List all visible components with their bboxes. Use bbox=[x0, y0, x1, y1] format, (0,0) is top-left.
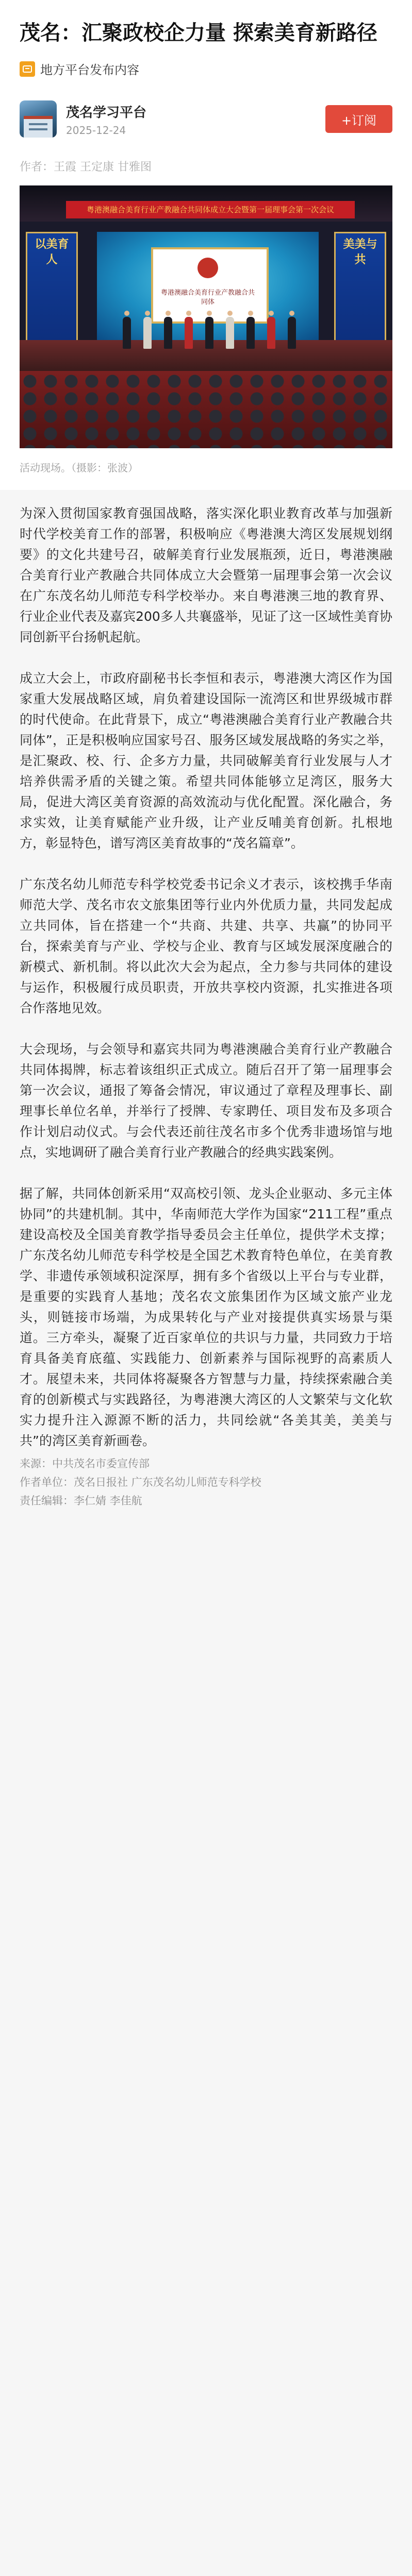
account-info bbox=[66, 102, 325, 137]
photo-banner-left: 以美育人 bbox=[35, 238, 69, 266]
account-row bbox=[20, 100, 392, 138]
event-photo[interactable] bbox=[20, 185, 392, 448]
paragraph: 广东茂名幼儿师范专科学校党委书记余义才表示，该校携手华南师范大学、茂名市农文旅集团等行业内外优质力量，共同发起成立共同体，旨在搭建一个“共商、共建、共享、共赢”的协同平台，探索美育与产业、学校与企业、教育与区域发展深度融合的新模式、新机制。将以此次大会为起点，全力参与共同体的建设与运作，积极履行成员职责，开放共享校内资源，扎实推进各项合作落地见效。 bbox=[20, 877, 392, 1015]
photo-strip-text: 粤港澳融合美育行业产教融合共同体成立大会暨第一届理事会第一次会议 bbox=[66, 201, 355, 218]
paragraph: 成立大会上，市政府副秘书长李恒和表示，粤港澳大湾区作为国家重大发展战略区域，肩负着建设国际一流湾区和世界级城市群的时代使命。在此背景下，成立“粤港澳融合美育行业产教融合共同体”，正是积极响应国家号召、服务区域发展战略的务实之举，是汇聚政、校、行、企多方力量，共同破解美育行业发展与人才培养供需矛盾的关键之策。希望共同体能够立足湾区，服务大局，促进大湾区美育资源的高效流动与优化配置。深化融合，务求实效，让美育赋能产业升级，让产业反哺美育创新。扎根地方，彰显特色，谱写湾区美育故事的“茂名篇章”。 bbox=[20, 671, 392, 851]
paragraph: 大会现场，与会领导和嘉宾共同为粤港澳融合美育行业产教融合共同体揭牌，标志着该组织正式成立。随后召开了第一届理事会第一次会议，通报了筹备会情况，审议通过了章程及理事长、副理事长单位名单，并举行了授牌、专家聘任、项目发布及多项合作计划启动仪式。与会代表还前往茂名市多个优秀非遗场馆与地点，实地调研了融合美育行业产教融合的经典实践案例。 bbox=[20, 1042, 392, 1160]
photo-center-text: 粤港澳融合美育行业产教融合共同体 bbox=[160, 289, 255, 306]
source-label: 地方平台发布内容 bbox=[40, 63, 139, 77]
meta-source: 来源：中共茂名市委宣传部 bbox=[20, 1458, 150, 1470]
meta-author-units: 作者单位：茂名日报社 广东茂名幼儿师范专科学校 bbox=[20, 1476, 261, 1488]
photo-block bbox=[20, 185, 392, 474]
subscribe-button[interactable]: +订阅 bbox=[325, 105, 392, 133]
paragraph: 为深入贯彻国家教育强国战略，落实深化职业教育改革与加强新时代学校美育工作的部署，积极响应《粤港澳大湾区发展规划纲要》的文化共建号召，破解美育行业发展瓶颈，近日，粤港澳融合美育行业产教融合共同体成立大会暨第一届理事会第一次会议在广东茂名幼儿师范专科学校举办。来自粤港澳三地的教育界、行业企业代表及嘉宾200多人共襄盛举，见证了这一区域性美育协同创新平台扬帆起航。 bbox=[20, 506, 392, 645]
emblem-icon bbox=[197, 258, 218, 278]
photo-banner-right: 美美与共 bbox=[343, 238, 377, 266]
article-body bbox=[0, 490, 412, 1451]
article-header bbox=[0, 0, 412, 490]
article-title: 茂名：汇聚政校企力量 探索美育新路径 bbox=[20, 21, 377, 45]
platform-icon bbox=[20, 61, 35, 77]
article-footer bbox=[0, 1451, 412, 1526]
account-name[interactable]: 茂名学习平台 bbox=[66, 105, 147, 121]
avatar[interactable] bbox=[20, 100, 57, 138]
publish-date: 2025-12-24 bbox=[66, 124, 126, 137]
meta-editor: 责任编辑：李仁婧 李佳航 bbox=[20, 1495, 142, 1507]
authors-line: 作者：王霞 王定康 甘雅图 bbox=[20, 161, 152, 174]
paragraph: 据了解，共同体创新采用“双高校引领、龙头企业驱动、多元主体协同”的共建机制。其中，华南师范大学作为国家“211工程”重点建设高校及全国美育教学指导委员会主任单位，提供学术支撑；广东茂名幼儿师范专科学校是全国艺术教育特色单位，在美育教学、非遗传承领域积淀深厚，拥有多个省级以上平台与专业群，是重要的实践育人基地；茂名农文旅集团作为区域文旅产业龙头，则链接市场端，为成果转化与产业对接提供真实场景与渠道。三方牵头，凝聚了近百家单位的共识与力量，共同致力于培育具备美育底蕴、实践能力、创新素养与国际视野的高素质人才。展望未来，共同体将凝聚各方智慧与力量，持续探索融合美育的创新模式与实践路径，为粤港澳大湾区的人文繁荣与文化软实力提升注入源源不断的活力，共同绘就“各美其美，美美与共”的湾区美育新画卷。 bbox=[20, 1186, 392, 1448]
photo-caption: 活动现场。（摄影：张波） bbox=[20, 462, 138, 474]
source-label-row[interactable] bbox=[20, 60, 392, 78]
